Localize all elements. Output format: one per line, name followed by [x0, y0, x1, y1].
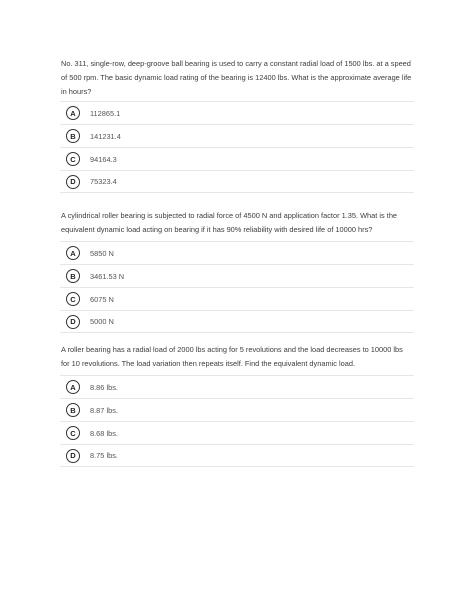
- option-value: 75323.4: [90, 177, 117, 186]
- option-letter-badge: B: [66, 403, 80, 417]
- option-letter-badge: D: [66, 449, 80, 463]
- option-c[interactable]: [60, 421, 414, 444]
- option-letter-badge: B: [66, 129, 80, 143]
- option-letter-badge: C: [66, 426, 80, 440]
- option-b[interactable]: [60, 264, 414, 287]
- option-value: 6075 N: [90, 294, 114, 304]
- option-b[interactable]: [60, 398, 414, 421]
- option-value: 5850 N: [90, 248, 114, 258]
- option-value: 94164.3: [90, 154, 117, 164]
- option-d[interactable]: [60, 170, 414, 193]
- option-c[interactable]: [60, 287, 414, 310]
- option-letter-badge: C: [66, 292, 80, 306]
- option-a[interactable]: [60, 375, 414, 398]
- option-value: 8.87 lbs.: [90, 405, 118, 415]
- option-value: 141231.4: [90, 131, 121, 141]
- option-value: 112865.1: [90, 108, 121, 118]
- option-d[interactable]: [60, 444, 414, 467]
- option-letter-badge: D: [66, 315, 80, 329]
- option-d[interactable]: [60, 310, 414, 333]
- option-value: 3461.53 N: [90, 271, 125, 281]
- question-2-text: A cylindrical roller bearing is subjected to radial force of 4500 N and application factor 1.35. What is the equivalent dynamic load acting on bearing if it has 90% reliability with desired life of 10000 hrs?: [61, 211, 398, 234]
- option-a[interactable]: [60, 101, 414, 124]
- option-value: 8.68 lbs.: [90, 428, 118, 438]
- question-1-options: [60, 101, 414, 193]
- option-value: 8.75 lbs.: [90, 451, 118, 460]
- option-a[interactable]: [60, 241, 414, 264]
- option-letter-badge: B: [66, 269, 80, 283]
- option-value: 5000 N: [90, 317, 114, 326]
- question-3-options: [60, 375, 414, 467]
- option-b[interactable]: [60, 124, 414, 147]
- question-1-text: No. 311, single-row, deep-groove ball bearing is used to carry a constant radial load of 1500 lbs. at a speed of 500 rpm. The basic dynamic load rating of the bearing is 12400 lbs. What is the approximate average life in hours?: [61, 59, 412, 96]
- option-c[interactable]: [60, 147, 414, 170]
- question-2-options: [60, 241, 414, 333]
- option-letter-badge: C: [66, 152, 80, 166]
- option-letter-badge: A: [66, 246, 80, 260]
- option-letter-badge: A: [66, 380, 80, 394]
- question-3-text: A roller bearing has a radial load of 2000 lbs acting for 5 revolutions and the load decreases to 10000 lbs for 10 revolutions. The load variation then repeats itself. Find the equivalent dynamic load.: [61, 345, 403, 368]
- option-letter-badge: D: [66, 175, 80, 189]
- option-value: 8.86 lbs.: [90, 382, 118, 392]
- option-letter-badge: A: [66, 106, 80, 120]
